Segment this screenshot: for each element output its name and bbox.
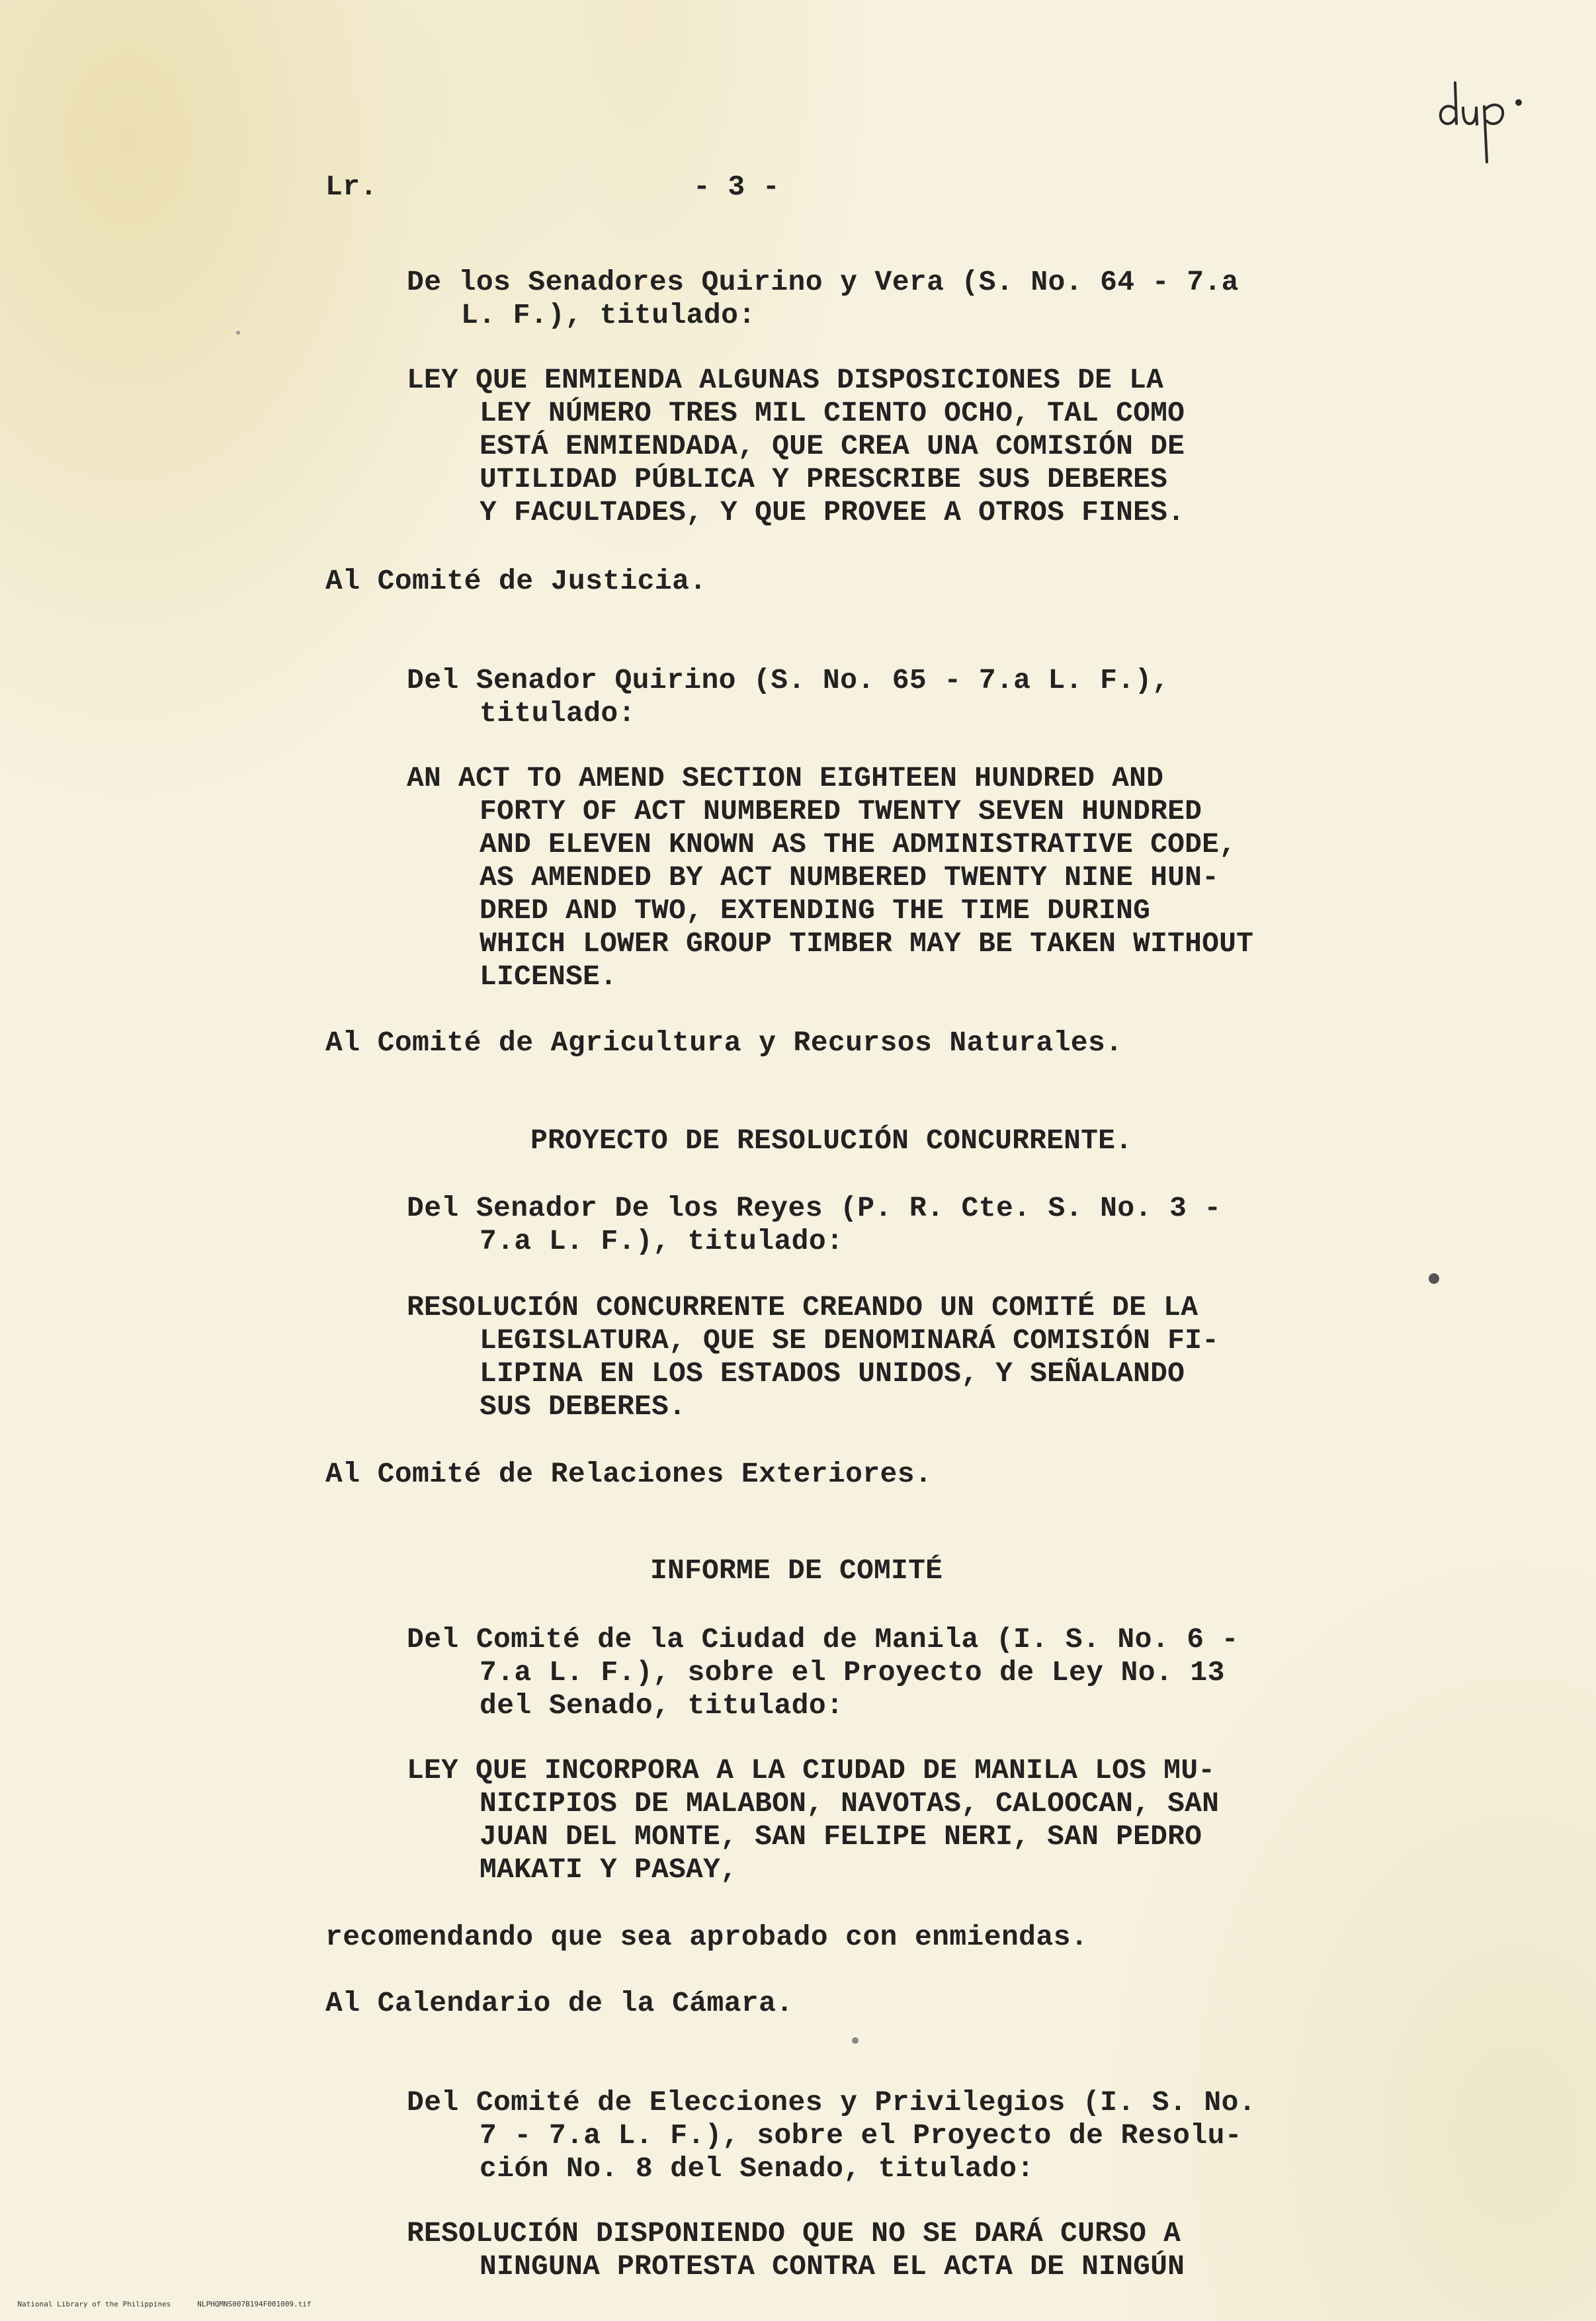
bill-source-line: Del Senador De los Reyes (P. R. Cte. S. No. 3 - [407, 1192, 1222, 1224]
paper-speck [1429, 1273, 1439, 1284]
committee-referral: Al Comité de Justicia. [325, 565, 707, 597]
section-heading: INFORME DE COMITÉ [650, 1554, 943, 1587]
bill-source-line: De los Senadores Quirino y Vera (S. No. 64 - 7.a [407, 266, 1239, 298]
bill-source-line: L. F.), titulado: [461, 299, 756, 331]
bill-title-line: LEY QUE INCORPORA A LA CIUDAD DE MANILA LOS MU- [407, 1754, 1216, 1787]
bill-title-line: LEGISLATURA, QUE SE DENOMINARÁ COMISIÓN FI- [480, 1324, 1220, 1357]
report-source-line: Del Comité de Elecciones y Privilegios (I. S. No. [407, 2086, 1257, 2119]
paper-speck [236, 331, 240, 335]
bill-title-line: AN ACT TO AMEND SECTION EIGHTEEN HUNDRED AND [407, 762, 1164, 794]
bill-title-line: LEY QUE ENMIENDA ALGUNAS DISPOSICIONES DE LA [407, 364, 1164, 396]
committee-referral: Al Comité de Relaciones Exteriores. [325, 1458, 933, 1490]
scan-footer [0, 2291, 337, 2317]
bill-title-line: MAKATI Y PASAY, [480, 1853, 738, 1886]
bill-title-line: WHICH LOWER GROUP TIMBER MAY BE TAKEN WITHOUT [480, 927, 1254, 960]
bill-title-line: RESOLUCIÓN DISPONIENDO QUE NO SE DARÁ CURSO A [407, 2217, 1181, 2250]
report-source-line: 7 - 7.a L. F.), sobre el Proyecto de Resolu- [480, 2119, 1242, 2152]
committee-referral: Al Comité de Agricultura y Recursos Naturales. [325, 1027, 1123, 1059]
bill-source-line: titulado: [480, 697, 636, 730]
header-initials: Lr. [325, 171, 378, 203]
page-number: - 3 - [693, 171, 780, 203]
library-credit: National Library of the Philippines [17, 2300, 171, 2308]
bill-title-line: LEY NÚMERO TRES MIL CIENTO OCHO, TAL COMO [480, 397, 1185, 429]
bill-title-line: UTILIDAD PÚBLICA Y PRESCRIBE SUS DEBERES [480, 463, 1168, 495]
bill-title-line: NINGUNA PROTESTA CONTRA EL ACTA DE NINGÚN [480, 2250, 1185, 2283]
bill-title-line: LICENSE. [480, 960, 618, 993]
bill-title-line: FORTY OF ACT NUMBERED TWENTY SEVEN HUNDRED [480, 795, 1202, 827]
paper-speck [852, 2037, 859, 2044]
bill-title-line: Y FACULTADES, Y QUE PROVEE A OTROS FINES. [480, 496, 1185, 528]
bill-title-line: ESTÁ ENMIENDADA, QUE CREA UNA COMISIÓN DE [480, 430, 1185, 462]
file-identifier: NLPHQMNS007B194F001009.tif [197, 2300, 312, 2308]
recommendation-line: recomendando que sea aprobado con enmiendas. [325, 1921, 1088, 1953]
section-heading: PROYECTO DE RESOLUCIÓN CONCURRENTE. [530, 1124, 1133, 1157]
bill-title-line: RESOLUCIÓN CONCURRENTE CREANDO UN COMITÉ DE LA [407, 1291, 1198, 1324]
bill-title-line: AND ELEVEN KNOWN AS THE ADMINISTRATIVE CODE, [480, 828, 1237, 861]
handwritten-annotation [1435, 69, 1534, 169]
bill-title-line: LIPINA EN LOS ESTADOS UNIDOS, Y SEÑALANDO [480, 1357, 1185, 1390]
bill-source-line: 7.a L. F.), titulado: [480, 1225, 844, 1257]
bill-title-line: JUAN DEL MONTE, SAN FELIPE NERI, SAN PEDRO [480, 1820, 1202, 1853]
report-source-line: 7.a L. F.), sobre el Proyecto de Ley No. 13 [480, 1656, 1225, 1689]
report-source-line: Del Comité de la Ciudad de Manila (I. S. No. 6 - [407, 1623, 1239, 1656]
report-source-line: ción No. 8 del Senado, titulado: [480, 2152, 1034, 2185]
bill-source-line: Del Senador Quirino (S. No. 65 - 7.a L. F.), [407, 664, 1169, 696]
bill-title-line: DRED AND TWO, EXTENDING THE TIME DURING [480, 894, 1151, 927]
committee-referral: Al Calendario de la Cámara. [325, 1987, 794, 2019]
bill-title-line: SUS DEBERES. [480, 1390, 687, 1423]
bill-title-line: AS AMENDED BY ACT NUMBERED TWENTY NINE HUN- [480, 861, 1220, 894]
report-source-line: del Senado, titulado: [480, 1689, 844, 1722]
bill-title-line: NICIPIOS DE MALABON, NAVOTAS, CALOOCAN, SAN [480, 1787, 1220, 1820]
